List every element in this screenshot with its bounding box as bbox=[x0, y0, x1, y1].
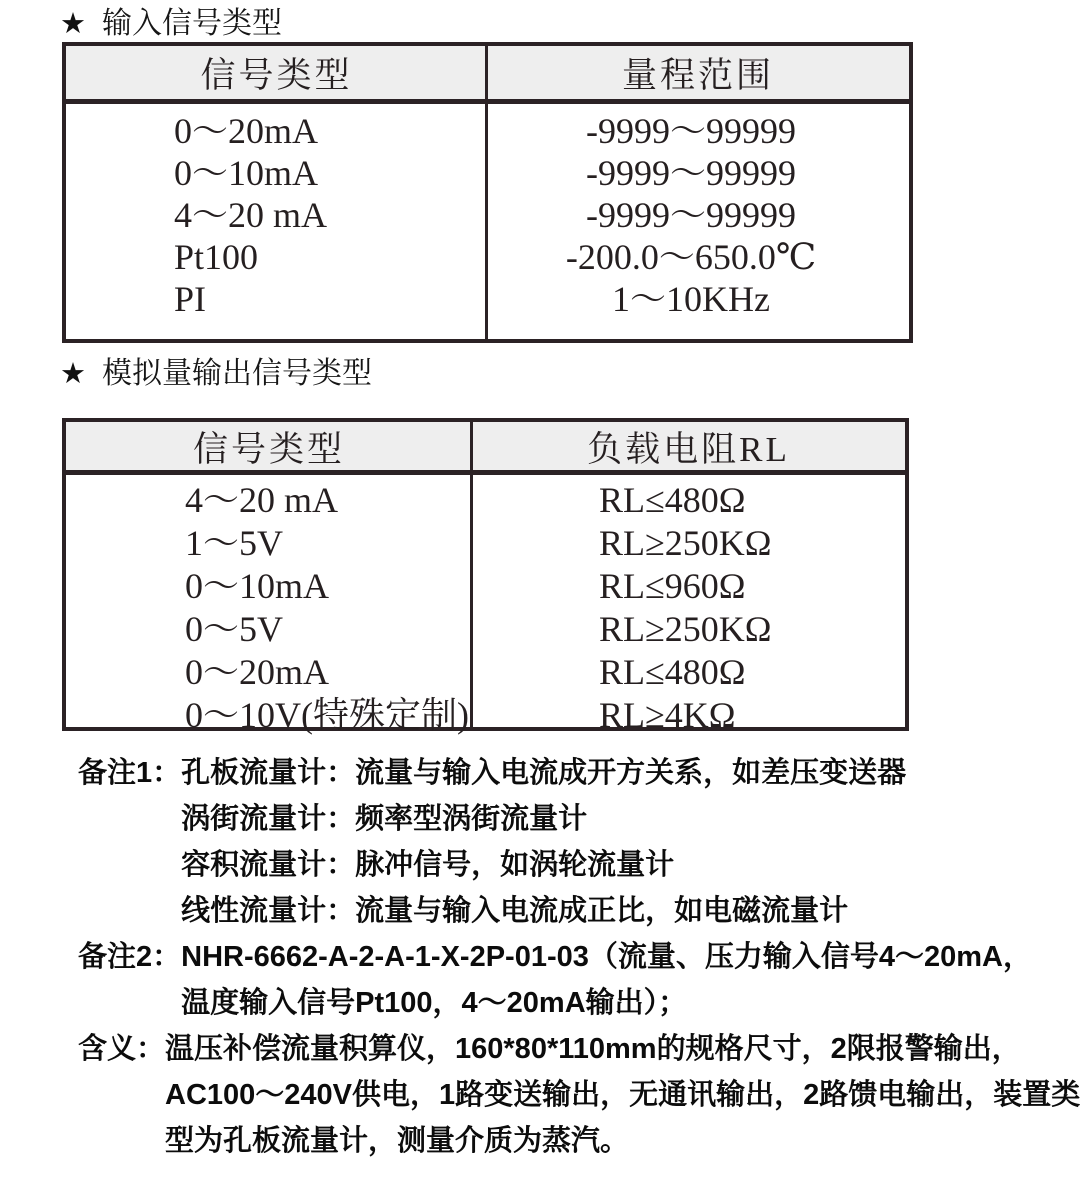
section-title: 模拟量输出信号类型 bbox=[102, 357, 372, 390]
table-body bbox=[66, 475, 905, 737]
input-signal-table bbox=[62, 42, 913, 343]
note-remark-1 bbox=[78, 750, 1070, 934]
note-line: 涡街流量计：频率型涡街流量计 bbox=[181, 803, 588, 835]
signal-type-cell: 0～20mA bbox=[185, 652, 330, 692]
range-cell: 1～10KHz bbox=[612, 279, 770, 319]
signal-type-cell: 0～10V(特殊定制) bbox=[185, 695, 469, 735]
range-cell: -9999～99999 bbox=[586, 111, 796, 151]
signal-type-cell: 0～10mA bbox=[174, 153, 319, 193]
load-resistance-cell: RL≥250KΩ bbox=[599, 609, 772, 649]
note-body bbox=[181, 934, 1070, 1026]
signal-type-cell: 0～10mA bbox=[185, 566, 330, 606]
star-icon: ★ bbox=[60, 8, 86, 40]
load-resistance-cell: RL≤480Ω bbox=[599, 652, 746, 692]
section-heading-input-signal bbox=[60, 4, 282, 44]
range-cell: -9999～99999 bbox=[586, 153, 796, 193]
note-body bbox=[181, 750, 1070, 934]
column-header-range: 量程范围 bbox=[621, 55, 774, 95]
section-title: 输入信号类型 bbox=[102, 7, 282, 40]
column-header-load-resistance: 负载电阻RL bbox=[587, 430, 790, 469]
notes-section bbox=[78, 750, 1080, 1164]
note-body bbox=[165, 1026, 1080, 1164]
range-cell: -9999～99999 bbox=[586, 195, 796, 235]
signal-type-cell: PI bbox=[174, 279, 207, 319]
load-resistance-cell: RL≥4KΩ bbox=[599, 695, 736, 735]
signal-type-cell: 0～5V bbox=[185, 609, 283, 649]
note-line: AC100～240V供电，1路变送输出，无通讯输出，2路馈电输出，装置类 bbox=[165, 1079, 1080, 1111]
signal-type-cell: Pt100 bbox=[174, 237, 259, 277]
note-label: 备注1： bbox=[78, 757, 182, 789]
star-icon: ★ bbox=[60, 358, 86, 390]
note-label: 含义： bbox=[78, 1033, 166, 1065]
note-line: 容积流量计：脉冲信号，如涡轮流量计 bbox=[181, 849, 675, 881]
analog-output-table bbox=[62, 418, 909, 735]
note-line: 型为孔板流量计，测量介质为蒸汽。 bbox=[165, 1125, 630, 1157]
signal-type-cell: 4～20 mA bbox=[174, 195, 328, 235]
table-header-row bbox=[66, 422, 905, 475]
note-meaning bbox=[78, 1026, 1080, 1164]
column-header-signal-type: 信号类型 bbox=[192, 430, 345, 469]
load-resistance-cell: RL≥250KΩ bbox=[599, 523, 772, 563]
signal-type-cell: 0～20mA bbox=[174, 111, 319, 151]
column-header-signal-type: 信号类型 bbox=[200, 55, 353, 95]
signal-type-cell: 1～5V bbox=[185, 523, 283, 563]
note-line: NHR-6662-A-2-A-1-X-2P-01-03（流量、压力输入信号4～20mA， bbox=[181, 941, 1032, 973]
load-resistance-cell: RL≤960Ω bbox=[599, 566, 746, 606]
load-resistance-cell: RL≤480Ω bbox=[599, 480, 746, 520]
note-line: 温度输入信号Pt100，4～20mA输出）； bbox=[181, 987, 688, 1019]
note-remark-2 bbox=[78, 934, 1070, 1026]
range-cell: -200.0～650.0℃ bbox=[565, 237, 817, 277]
signal-type-cell: 4～20 mA bbox=[185, 480, 339, 520]
table-column-divider bbox=[470, 422, 473, 727]
note-label: 备注2： bbox=[78, 941, 182, 973]
section-heading-analog-output bbox=[60, 354, 372, 394]
note-line: 孔板流量计：流量与输入电流成开方关系，如差压变送器 bbox=[181, 757, 907, 789]
note-line: 线性流量计：流量与输入电流成正比，如电磁流量计 bbox=[181, 895, 849, 927]
table-column-divider bbox=[485, 46, 488, 339]
note-line: 温压补偿流量积算仪，160*80*110mm的规格尺寸，2限报警输出， bbox=[165, 1033, 1021, 1065]
